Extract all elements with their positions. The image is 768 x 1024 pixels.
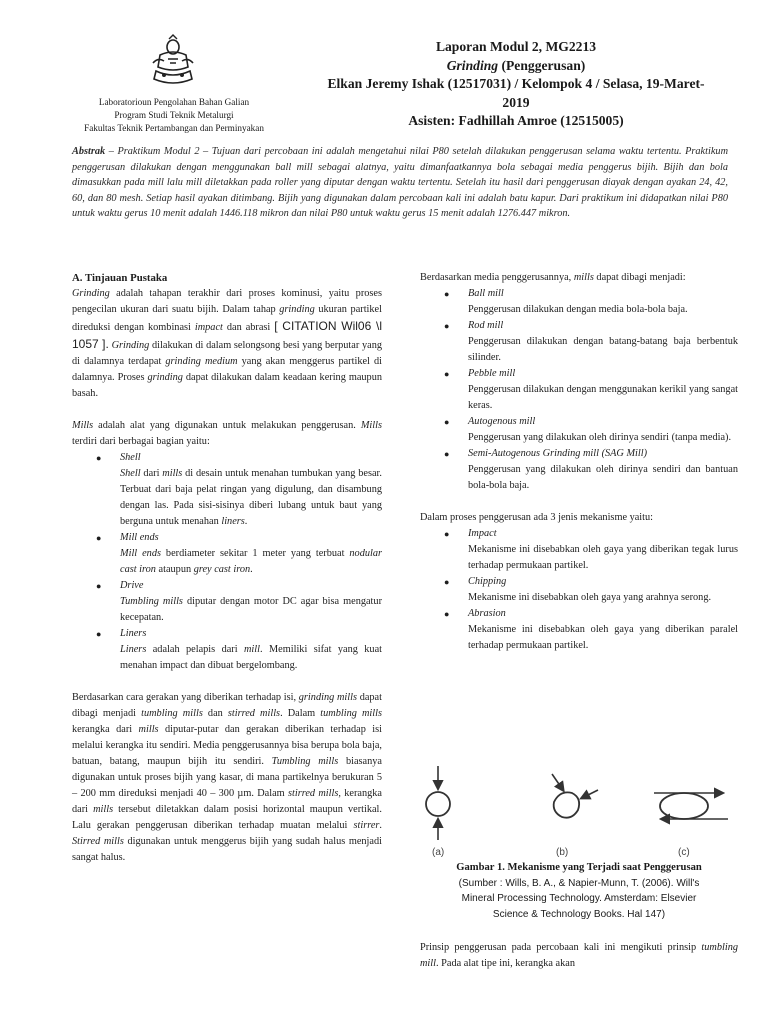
list-item: ● Drive Tumbling mills diputar dengan motor DC agar bisa mengatur kecepatan.: [96, 580, 382, 623]
paragraph-grinding: Grinding adalah tahapan terakhir dari proses kominusi, yaitu proses pengecilan ukuran dari suatu bijih. Dalam tahap grinding ukuran partikel direduksi dengan kombinasi impact dan abrasi [ CITATION Wil06 \l 1057 ]. Grinding dilakukan di dalam selongsong besi yang berputar yang di dalamnya terdapat grinding medium yang akan menggerus partikel di dalamnya. Proses grinding dapat dilakukan dalam keadaan kering maupun basah.: [72, 288, 383, 399]
laboratory-affiliation: [74, 96, 274, 136]
mechanism-figure: [422, 760, 734, 858]
list-item: ● Chipping Mekanisme ini disebabkan oleh gaya yang arahnya serong.: [444, 576, 712, 603]
paragraph-mechanisms: Dalam proses penggerusan ada 3 jenis mekanisme yaitu:: [420, 512, 654, 523]
list-item: ● Rod mill Penggerusan dilakukan dengan batang-batang baja berbentuk silinder.: [444, 320, 738, 363]
list-item: ● Autogenous mill Penggerusan yang dilakukan oleh dirinya sendiri (tanpa media).: [444, 416, 732, 443]
list-item: ● Pebble mill Penggerusan dilakukan dengan menggunakan kerikil yang sangat keras.: [444, 368, 738, 411]
right-column: [420, 270, 738, 654]
lab-line: Program Studi Teknik Metalurgi: [114, 110, 234, 121]
figure-caption: [420, 860, 738, 922]
paragraph-principle: Prinsip penggerusan pada percobaan kali ini mengikuti prinsip tumbling mill. Pada alat tipe ini, kerangka akan: [420, 942, 738, 969]
figure-label: (b): [556, 847, 569, 858]
report-header: [282, 38, 750, 131]
list-item: ● Shell Shell dari mills di desain untuk menahan tumbukan yang besar. Terbuat dari baja pelat ringan yang digulung, dan disambung dengan las. Pada sisi-sisinya diberi lubang untuk baut yang berguna untuk menahan liners.: [96, 452, 382, 527]
figure-label: (a): [432, 847, 445, 858]
lab-line: Fakultas Teknik Pertambangan dan Perminyakan: [84, 123, 264, 134]
author-line-date: 2019: [502, 94, 530, 110]
list-item: ● Ball mill Penggerusan dilakukan dengan media bola-bola baja.: [444, 288, 688, 315]
figure-label: (c): [678, 847, 690, 858]
section-title: A. Tinjauan Pustaka: [72, 272, 168, 284]
citation-field: [ CITATION Wil06 \l 1057 ].: [72, 319, 382, 351]
list-item: ● Abrasion Mekanisme ini disebabkan oleh gaya yang diberikan paralel terhadap permukaan partikel.: [444, 608, 738, 651]
caption-source: (Sumber : Wills, B. A., & Napier-Munn, T. (2006). Will's: [458, 877, 700, 889]
left-column: [72, 270, 382, 866]
list-item: ● Impact Mekanisme ini disebabkan oleh gaya yang diberikan tegak lurus terhadap permukaan partikel.: [444, 528, 738, 571]
paragraph-mills: Mills adalah alat yang digunakan untuk melakukan penggerusan. Mills terdiri dari berbagai bagian yaitu:: [72, 420, 382, 447]
abstract: [72, 144, 728, 222]
caption-title: Gambar 1. Mekanisme yang Terjadi saat Penggerusan: [456, 862, 702, 873]
author-line: Elkan Jeremy Ishak (12517031) / Kelompok 4 / Selasa, 19-Maret-: [327, 76, 705, 91]
paragraph-media: Berdasarkan media penggerusannya, mills dapat dibagi menjadi:: [420, 272, 686, 283]
report-subtitle: Grinding (Penggerusan): [446, 57, 586, 73]
assistant-line: Asisten: Fadhillah Amroe (12515005): [408, 113, 624, 128]
list-item: ● Mill ends Mill ends berdiameter sekitar 1 meter yang terbuat nodular cast iron ataupun grey cast iron.: [96, 532, 383, 575]
paragraph-mill-types: Berdasarkan cara gerakan yang diberikan terhadap isi, grinding mills dapat dibagi menjadi tumbling mills dan stirred mills. Dalam tumbling mills kerangka dari mills diputar-putar dan gerakan diberikan terhadap isi melalui kerangka itu sendiri. Media penggerusannya bisa berupa bola baja, batuan, batang, maupun bijih itu sendiri. Tumbling mills biasanya digunakan untuk proses bijih yang kasar, di mana partikelnya berukuran 5 – 200 mm direduksi menjadi 40 – 300 µm. Dalam stirred mills, kerangka dari mills tersebut diletakkan dalam posisi horizontal maupun vertikal. Lalu gerakan penggerusan diberikan terhadap muatan melalui stirrer. Stirred mills digunakan untuk menggerus bijih yang sudah halus menjadi sangat halus.: [72, 692, 383, 863]
caption-source: Mineral Processing Technology. Amsterdam: Elsevier: [461, 893, 697, 904]
institution-logo-icon: [148, 33, 198, 88]
list-item: ● Semi-Autogenous Grinding mill (SAG Mill) Penggerusan yang dilakukan oleh dirinya sendiri dan bantuan bola-bola baja.: [444, 448, 738, 491]
abstract-label: Abstrak: [72, 146, 106, 157]
report-title: Laporan Modul 2, MG2213: [435, 39, 597, 54]
caption-source: Science & Technology Books. Hal 147): [492, 908, 666, 920]
lab-line: Laboratorioun Pengolahan Bahan Galian: [98, 97, 250, 107]
abstract-text: – Praktikum Modul 2 – Tujuan dari percobaan ini adalah mengetahui nilai P80 setelah dilakukan penggerusan selama waktu tertentu. Praktikum penggerusan dilakukan dengan menggunakan ball mill sebagai alatnya, yaitu dimanfaatkannya bola sebagai media penggerus bijih. Bijih dan bola dimasukkan pada mill lalu mill diletakkan pada roller yang diputar dengan waktu tertentu. Setelah itu hasil dari penggerusan diayak dengan ayakan 24, 42, 60, dan 80 mesh. Setiap hasil ayakan ditimbang. Bijih yang digunakan dalam percobaan kali ini adalah batu kapur. Dari praktikum ini didapatkan nilai P80 untuk waktu gerus 10 menit adalah 1446.118 mikron dan nilai P80 untuk waktu gerus 15 menit adalah 1276.447 mikron.: [72, 146, 728, 220]
list-item: ● Liners Liners adalah pelapis dari mill. Memiliki sifat yang kuat menahan impact dan dibuat bergelombang.: [96, 628, 382, 671]
